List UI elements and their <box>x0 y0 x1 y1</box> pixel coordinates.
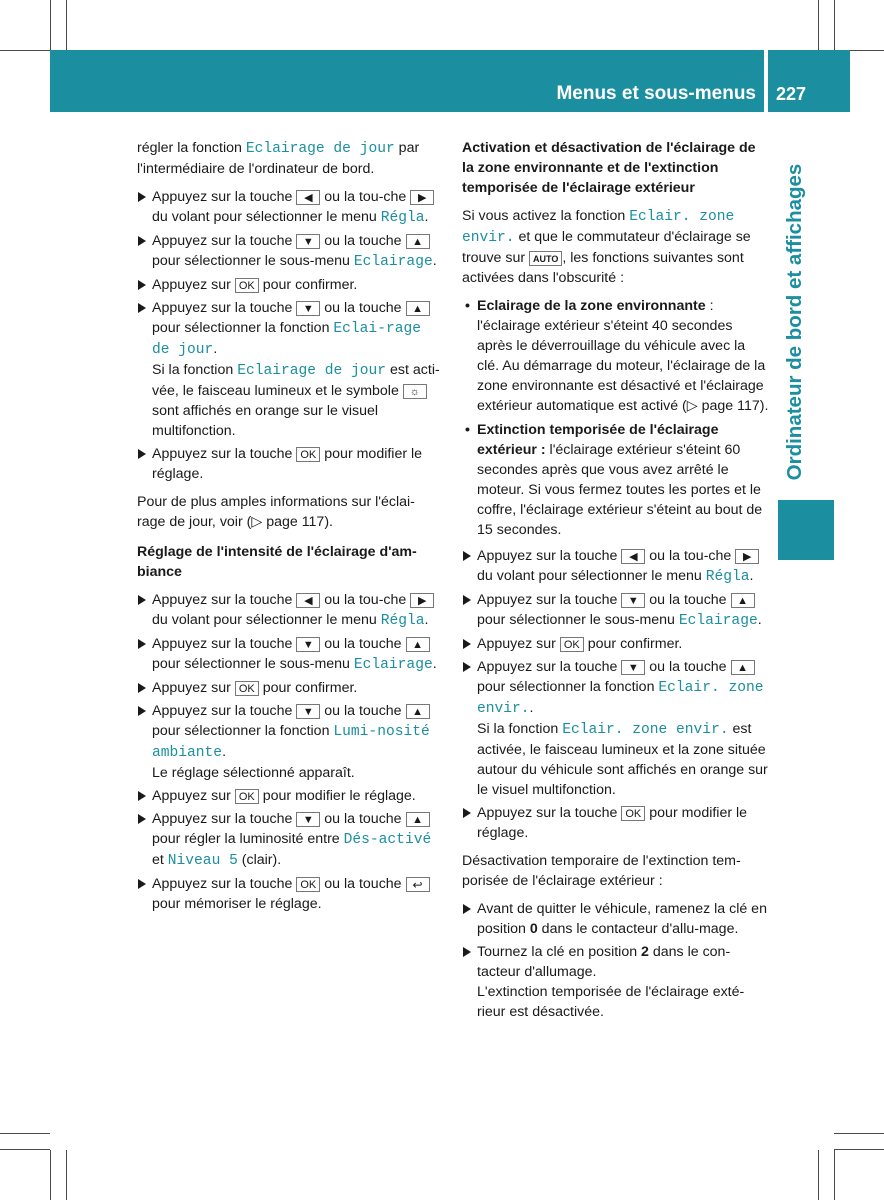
step-item: Avant de quitter le véhicule, ramenez la clé en position 0 dans le contacteur d'allu-mage. <box>462 899 770 939</box>
crop-mark <box>66 0 67 50</box>
up-arrow-key-icon: ▲ <box>406 637 430 652</box>
crop-mark <box>50 0 51 50</box>
display-text: Niveau 5 <box>167 853 238 869</box>
step-item: Appuyez sur la touche ▼ ou la touche ▲ pour sélectionner le sous-menu Eclairage. <box>462 590 770 631</box>
step-item: Appuyez sur la touche ▼ ou la touche ▲ pour sélectionner le sous-menu Eclairage. <box>137 634 442 675</box>
daytime-light-symbol-icon: ☼ <box>403 384 427 399</box>
step-item: Appuyez sur la touche ▼ ou la touche ▲ pour sélectionner la fonction Eclai-rage de jour. Si la fonction Eclairage de jour est acti-vée, le faisceau lumineux et le symbole ☼ sont affichés en orange sur le visuel multifonction. <box>137 298 442 441</box>
display-text: Dés-activé <box>343 832 432 848</box>
display-text: Eclairage de jour <box>245 141 395 157</box>
step-item: Appuyez sur la touche ▼ ou la touche ▲ pour sélectionner la fonction Lumi-nosité ambiante. Le réglage sélectionné apparaît. <box>137 701 442 783</box>
section-heading: Activation et désactivation de l'éclairage de la zone environnante et de l'extinction temporisée de l'éclairage extérieur <box>462 140 756 196</box>
up-arrow-key-icon: ▲ <box>731 593 755 608</box>
up-arrow-key-icon: ▲ <box>406 301 430 316</box>
left-arrow-key-icon: ◀ <box>621 549 645 564</box>
step-item: Tournez la clé en position 2 dans le con-tacteur d'allumage. L'extinction temporisée de l'éclairage exté-rieur est désactivée. <box>462 942 770 1022</box>
display-text: Lumi-nosité ambiante <box>152 724 430 761</box>
step-item: Appuyez sur la touche ◀ ou la tou-che ▶ du volant pour sélectionner le menu Régla. <box>137 590 442 631</box>
bullet-item: • Eclairage de la zone environnante : l'éclairage extérieur s'éteint 40 secondes après le déverrouillage du véhicule avec la clé. Au démarrage du moteur, l'éclairage de la zone environnante est désactivé et l'éclairage extérieur automatique est activé (▷ page 117). <box>462 296 770 416</box>
display-text: Eclair. zone envir. <box>462 209 735 246</box>
down-arrow-key-icon: ▼ <box>296 704 320 719</box>
bullet-item: • Extinction temporisée de l'éclairage extérieur : l'éclairage extérieur s'éteint 60 secondes après que vous avez arrêté le moteur. Si vous fermez toutes les portes et le coffre, l'éclairage extérieur s'éteint au bout de 15 secondes. <box>462 420 770 540</box>
crop-mark <box>0 1149 50 1150</box>
chapter-title: Ordinateur de bord et affichages <box>783 163 806 481</box>
step-item: Appuyez sur la touche ▼ ou la touche ▲ pour sélectionner la fonction Eclair. zone envir.. Si la fonction Eclair. zone envir. est activée, le faisceau lumineux et la zone située autour du véhicule sont affichés en orange sur le visuel multifonction. <box>462 657 770 800</box>
step-item: Appuyez sur la touche ▼ ou la touche ▲ pour régler la luminosité entre Dés-activé et Niveau 5 (clair). <box>137 809 442 871</box>
right-arrow-key-icon: ▶ <box>410 593 434 608</box>
left-arrow-key-icon: ◀ <box>296 190 320 205</box>
crop-mark <box>66 1150 67 1200</box>
chapter-tab <box>778 152 812 492</box>
left-column <box>137 138 442 917</box>
step-item: Appuyez sur OK pour confirmer. <box>137 275 442 295</box>
page-title: Menus et sous-menus <box>556 83 756 104</box>
ok-key-icon: OK <box>560 637 584 652</box>
display-text: Régla <box>380 613 425 629</box>
display-text: Eclairage <box>678 613 758 629</box>
step-item: Appuyez sur la touche ◀ ou la tou-che ▶ du volant pour sélectionner le menu Régla. <box>462 546 770 587</box>
paragraph: régler la fonction Eclairage de jour par l'intermédiaire de l'ordinateur de bord. <box>137 140 420 177</box>
crop-mark <box>818 0 819 50</box>
step-item: Appuyez sur OK pour confirmer. <box>137 678 442 698</box>
step-item: Appuyez sur la touche OK pour modifier le réglage. <box>462 803 770 843</box>
down-arrow-key-icon: ▼ <box>296 234 320 249</box>
display-text: Eclairage de jour <box>237 363 387 379</box>
chapter-marker <box>778 500 834 560</box>
crop-mark <box>834 1133 884 1134</box>
down-arrow-key-icon: ▼ <box>621 660 645 675</box>
right-column <box>462 138 770 1025</box>
back-key-icon: ↩ <box>406 877 430 892</box>
step-item: Appuyez sur la touche OK pour modifier le réglage. <box>137 444 442 484</box>
ok-key-icon: OK <box>296 877 320 892</box>
display-text: Eclai-rage de jour <box>152 321 421 358</box>
down-arrow-key-icon: ▼ <box>296 637 320 652</box>
ok-key-icon: OK <box>296 447 320 462</box>
section-heading: Réglage de l'intensité de l'éclairage d'am-biance <box>137 544 417 580</box>
display-text: Eclair. zone envir. <box>562 722 729 738</box>
display-text: Régla <box>380 210 425 226</box>
display-text: Eclair. zone envir. <box>477 680 764 717</box>
display-text: Eclairage <box>353 657 433 673</box>
page-number <box>768 50 850 112</box>
left-arrow-key-icon: ◀ <box>296 593 320 608</box>
right-arrow-key-icon: ▶ <box>410 190 434 205</box>
display-text: Eclairage <box>353 254 433 270</box>
page-number-text: 227 <box>776 84 807 104</box>
down-arrow-key-icon: ▼ <box>296 301 320 316</box>
ok-key-icon: OK <box>235 681 259 696</box>
right-arrow-key-icon: ▶ <box>735 549 759 564</box>
up-arrow-key-icon: ▲ <box>406 812 430 827</box>
step-item: Appuyez sur la touche ▼ ou la touche ▲ pour sélectionner le sous-menu Eclairage. <box>137 231 442 272</box>
paragraph: Désactivation temporaire de l'extinction tem-porisée de l'éclairage extérieur : <box>462 853 741 889</box>
crop-mark <box>0 1133 50 1134</box>
down-arrow-key-icon: ▼ <box>296 812 320 827</box>
auto-light-switch-icon: AUTO <box>529 251 562 266</box>
header-bar <box>50 50 764 112</box>
step-item: Appuyez sur OK pour modifier le réglage. <box>137 786 442 806</box>
crop-mark <box>50 1150 51 1200</box>
display-text: Régla <box>705 569 750 585</box>
crop-mark <box>0 50 50 51</box>
up-arrow-key-icon: ▲ <box>406 704 430 719</box>
step-item: Appuyez sur OK pour confirmer. <box>462 634 770 654</box>
ok-key-icon: OK <box>235 278 259 293</box>
down-arrow-key-icon: ▼ <box>621 593 645 608</box>
ok-key-icon: OK <box>235 789 259 804</box>
crop-mark <box>818 1150 819 1200</box>
paragraph: Pour de plus amples informations sur l'éclai-rage de jour, voir (▷ page 117). <box>137 494 415 530</box>
step-item: Appuyez sur la touche ◀ ou la tou-che ▶ du volant pour sélectionner le menu Régla. <box>137 187 442 228</box>
crop-mark <box>834 1149 884 1150</box>
crop-mark <box>834 1150 835 1200</box>
crop-mark <box>834 0 835 50</box>
ok-key-icon: OK <box>621 806 645 821</box>
up-arrow-key-icon: ▲ <box>731 660 755 675</box>
paragraph: Si vous activez la fonction Eclair. zone envir. et que le commutateur d'éclairage se trouve sur AUTO , les fonctions suivantes sont activées dans l'obscurité : <box>462 208 751 286</box>
step-item: Appuyez sur la touche OK ou la touche ↩ pour mémoriser le réglage. <box>137 874 442 914</box>
up-arrow-key-icon: ▲ <box>406 234 430 249</box>
